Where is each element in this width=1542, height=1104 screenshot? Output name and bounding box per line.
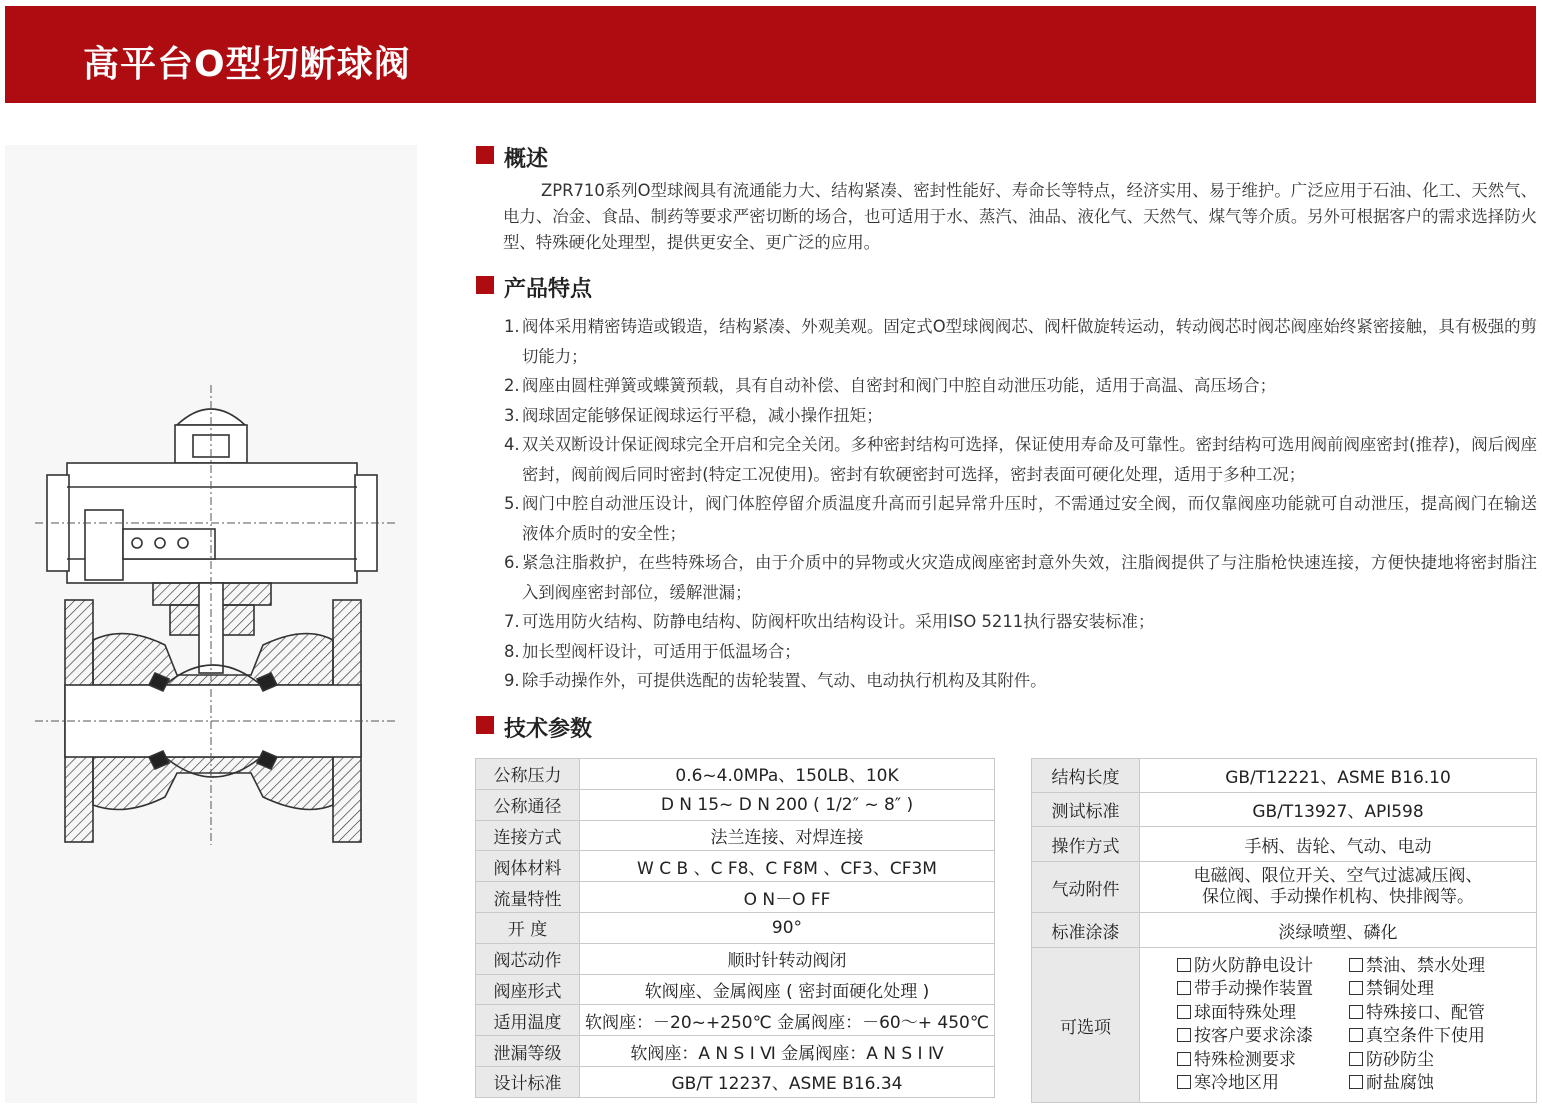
spec-key: 测试标准 [1032, 793, 1140, 827]
option-label: 防火防静电设计 [1194, 955, 1313, 976]
option-item [1349, 1049, 1499, 1073]
table-row [476, 1066, 995, 1097]
feature-number: 8. [504, 641, 520, 661]
feature-item [500, 548, 1537, 607]
heading-marker [476, 276, 494, 294]
option-label: 特殊检测要求 [1194, 1049, 1296, 1070]
page-title: 高平台O型切断球阀 [83, 44, 411, 85]
table-row [476, 820, 995, 851]
option-item [1349, 978, 1499, 1002]
checkbox-icon [1177, 1005, 1191, 1019]
option-label: 禁油、禁水处理 [1366, 955, 1485, 976]
checkbox-icon [1177, 1052, 1191, 1066]
table-row [1032, 793, 1537, 827]
feature-item [500, 430, 1537, 489]
option-label: 防砂防尘 [1366, 1049, 1434, 1070]
spec-value: D N 15~ D N 200 ( 1/2″ ~ 8″ ) [580, 789, 995, 820]
option-label: 真空条件下使用 [1366, 1026, 1485, 1046]
feature-number: 5. [504, 494, 520, 513]
spec-key: 连接方式 [476, 820, 580, 851]
table-row [476, 974, 995, 1005]
spec-table-left [475, 758, 995, 1098]
spec-key: 操作方式 [1032, 827, 1140, 862]
option-item [1177, 955, 1349, 979]
option-item [1349, 1072, 1499, 1096]
table-row [476, 1036, 995, 1067]
feature-text: 加长型阀杆设计，可适用于低温场合； [522, 641, 801, 661]
heading-marker [476, 146, 494, 164]
option-item [1177, 1002, 1349, 1026]
spec-value: GB/T 12237、ASME B16.34 [580, 1066, 995, 1097]
option-item [1177, 1072, 1349, 1096]
features-list [500, 312, 1537, 696]
options-cell [1140, 948, 1537, 1103]
spec-key: 气动附件 [1032, 862, 1140, 913]
title-banner [5, 6, 1536, 103]
spec-key: 适用温度 [476, 1005, 580, 1036]
feature-number: 1. [504, 317, 520, 336]
spec-value: GB/T12221、ASME B16.10 [1140, 759, 1537, 793]
specs-heading-text: 技术参数 [504, 717, 593, 742]
spec-value: 90° [580, 912, 995, 943]
option-item [1349, 1025, 1499, 1049]
spec-key: 开 度 [476, 912, 580, 943]
feature-number: 4. [504, 435, 520, 454]
feature-text: 双关双断设计保证阀球完全开启和完全关闭。多种密封结构可选择，保证使用寿命及可靠性。密封结构可选用阀前阀座密封(推荐)，阀后阀座密封，阀前阀后同时密封(特定工况使用)。密封有软硬密封可选择，密封表面可硬化处理，适用于多种工况； [522, 435, 1537, 484]
checkbox-icon [1177, 1028, 1191, 1042]
checkbox-icon [1349, 1075, 1363, 1089]
feature-text: 紧急注脂救护，在些特殊场合，由于介质中的异物或火灾造成阀座密封意外失效，注脂阀提供了与注脂枪快速连接，方便快捷地将密封脂注入到阀座密封部位，缓解泄漏； [522, 553, 1537, 602]
spec-key: 公称压力 [476, 759, 580, 790]
overview-text: ZPR710系列O型球阀具有流通能力大、结构紧凑、密封性能好、寿命长等特点，经济实用、易于维护。广泛应用于石油、化工、天然气、电力、冶金、食品、制药等要求严密切断的场合，也可适用于水、蒸汽、油品、液化气、天然气、煤气等介质。另外可根据客户的需求选择防火型、特殊硬化处理型，提供更安全、更广泛的应用。 [503, 181, 1537, 252]
feature-text: 阀球固定能够保证阀球运行平稳，减小操作扭矩； [522, 405, 883, 425]
spec-key: 阀芯动作 [476, 943, 580, 974]
option-label: 球面特殊处理 [1194, 1002, 1296, 1023]
spec-value-line: 电磁阀、限位开关、空气过滤减压阀、 [1193, 866, 1483, 886]
features-heading-text: 产品特点 [504, 277, 593, 302]
spec-key: 标准涂漆 [1032, 913, 1140, 948]
spec-value: 手柄、齿轮、气动、电动 [1140, 827, 1537, 862]
table-row [1032, 862, 1537, 913]
spec-value: 淡绿喷塑、磷化 [1140, 913, 1537, 948]
spec-key: 流量特性 [476, 882, 580, 913]
valve-figure-panel [5, 145, 417, 1103]
spec-key: 可选项 [1032, 948, 1140, 1103]
spec-value: 软阀座、金属阀座 ( 密封面硬化处理 ) [580, 974, 995, 1005]
feature-item [500, 401, 1537, 431]
feature-number: 2. [504, 376, 520, 395]
table-row [476, 851, 995, 882]
spec-table-right [1031, 758, 1537, 1103]
feature-item [500, 607, 1537, 637]
option-label: 耐盐腐蚀 [1366, 1073, 1434, 1093]
feature-text: 阀座由圆柱弹簧或蝶簧预载，具有自动补偿、自密封和阀门中腔自动泄压功能，适用于高温、高压场合； [522, 376, 1276, 395]
feature-number: 9. [504, 671, 520, 690]
checkbox-icon [1349, 958, 1363, 972]
feature-text: 阀门中腔自动泄压设计，阀门体腔停留介质温度升高而引起异常升压时，不需通过安全阀，而仅靠阀座功能就可自动泄压，提高阀门在输送液体介质时的安全性； [522, 494, 1537, 543]
spec-key: 公称通径 [476, 789, 580, 820]
checkbox-icon [1349, 1005, 1363, 1019]
feature-text: 除手动操作外，可提供选配的齿轮装置、气动、电动执行机构及其附件。 [522, 671, 1047, 690]
feature-item [500, 371, 1537, 401]
option-item [1177, 978, 1349, 1002]
option-item [1177, 1049, 1349, 1073]
overview-heading-text: 概述 [504, 147, 549, 172]
feature-item [500, 489, 1537, 548]
spec-key: 泄漏等级 [476, 1036, 580, 1067]
checkbox-icon [1177, 1075, 1191, 1089]
valve-drawing [5, 145, 417, 1103]
feature-text: 可选用防火结构、防静电结构、防阀杆吹出结构设计。采用ISO 5211执行器安装标准； [522, 612, 1155, 631]
table-row [476, 882, 995, 913]
option-item [1349, 955, 1499, 979]
options-grid [1177, 955, 1499, 1096]
feature-number: 7. [504, 612, 520, 631]
spec-value: W C B 、C F8、C F8M 、CF3、CF3M [580, 851, 995, 882]
spec-key: 结构长度 [1032, 759, 1140, 793]
spec-key: 阀体材料 [476, 851, 580, 882]
checkbox-icon [1349, 981, 1363, 995]
option-item [1177, 1025, 1349, 1049]
table-row [476, 789, 995, 820]
spec-key: 阀座形式 [476, 974, 580, 1005]
table-row [476, 759, 995, 790]
checkbox-icon [1177, 981, 1191, 995]
option-label: 按客户要求涂漆 [1194, 1026, 1313, 1046]
table-row [1032, 827, 1537, 862]
checkbox-icon [1349, 1028, 1363, 1042]
option-label: 禁铜处理 [1366, 979, 1434, 999]
spec-value-line: 保位阀、手动操作机构、快排阀等。 [1202, 887, 1474, 907]
feature-number: 3. [504, 405, 520, 425]
spec-value: GB/T13927、API598 [1140, 793, 1537, 827]
spec-value: 顺时针转动阀闭 [580, 943, 995, 974]
feature-item [500, 666, 1537, 696]
feature-item [500, 637, 1537, 667]
feature-number: 6. [504, 553, 520, 572]
spec-value: O N－O FF [580, 882, 995, 913]
checkbox-icon [1177, 958, 1191, 972]
table-row [1032, 913, 1537, 948]
table-row [476, 1005, 995, 1036]
spec-value: 软阀座：A N S I Ⅵ 金属阀座：A N S I Ⅳ [580, 1036, 995, 1067]
option-label: 带手动操作装置 [1194, 979, 1313, 999]
spec-key: 设计标准 [476, 1066, 580, 1097]
feature-item [500, 312, 1537, 371]
heading-marker [476, 716, 494, 734]
option-item [1349, 1002, 1499, 1026]
spec-value: 法兰连接、对焊连接 [580, 820, 995, 851]
spec-value: 0.6~4.0MPa、150LB、10K [580, 759, 995, 790]
table-row [1032, 759, 1537, 793]
table-row [476, 943, 995, 974]
spec-value [1140, 862, 1537, 913]
option-label: 特殊接口、配管 [1366, 1002, 1485, 1023]
feature-text: 阀体采用精密铸造或锻造，结构紧凑、外观美观。固定式O型球阀阀芯、阀杆做旋转运动，转动阀芯时阀芯阀座始终紧密接触，具有极强的剪切能力； [522, 317, 1537, 366]
option-label: 寒冷地区用 [1194, 1073, 1279, 1093]
table-row [1032, 948, 1537, 1103]
checkbox-icon [1349, 1052, 1363, 1066]
table-row [476, 912, 995, 943]
spec-value: 软阀座：－20~+250℃ 金属阀座：－60～+ 450℃ [580, 1005, 995, 1036]
